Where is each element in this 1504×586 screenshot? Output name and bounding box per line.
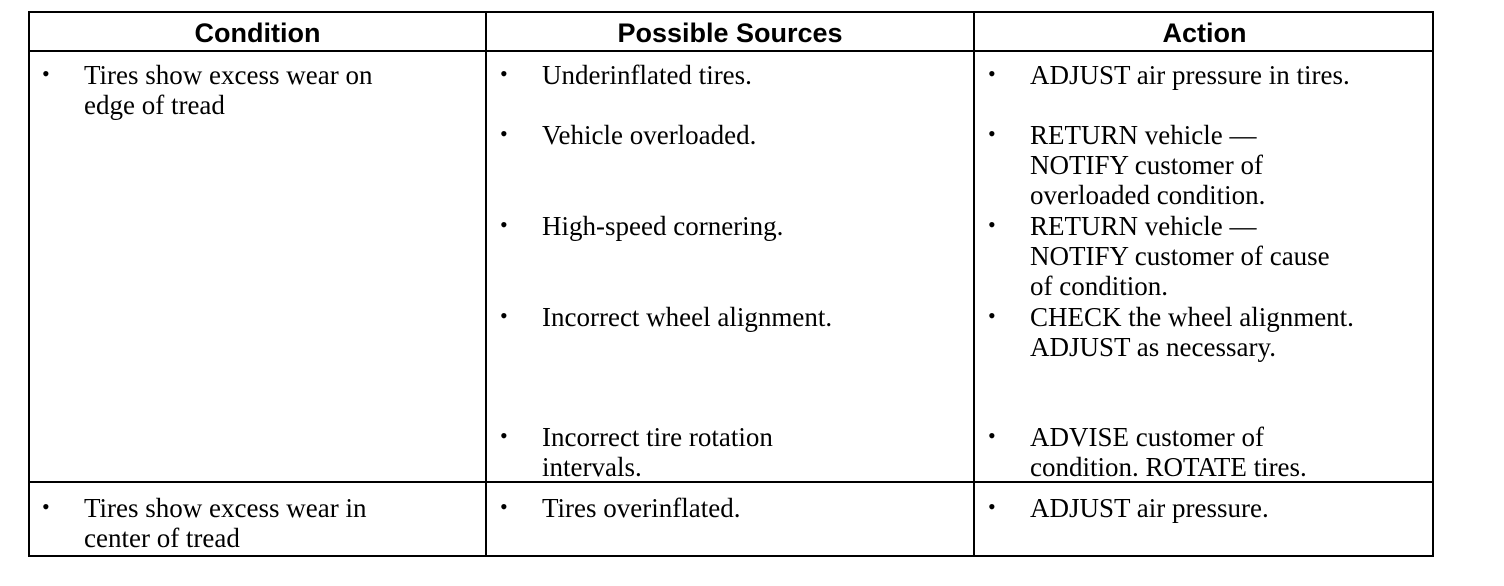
column-divider — [973, 13, 975, 555]
bullet-icon: • — [500, 121, 508, 146]
header-condition: Condition — [194, 17, 321, 48]
bullet-icon: • — [500, 494, 508, 519]
diagnosis-table — [28, 11, 1434, 557]
source-text: Underinflated tires. — [542, 60, 752, 90]
bullet-icon: • — [988, 61, 996, 86]
bullet-icon: • — [988, 494, 996, 519]
action-text: ADJUST air pressure. — [1030, 493, 1269, 523]
action-text: ADVISE customer of condition. ROTATE tires. — [1030, 422, 1307, 482]
header-action: Action — [1162, 17, 1247, 48]
header-possible-sources: Possible Sources — [617, 17, 843, 48]
bullet-icon: • — [500, 423, 508, 448]
bullet-icon: • — [500, 303, 508, 328]
source-text: Incorrect tire rotation intervals. — [542, 422, 773, 482]
action-text: CHECK the wheel alignment. ADJUST as necessary. — [1030, 302, 1354, 362]
condition-text: Tires show excess wear on edge of tread — [84, 60, 373, 120]
bullet-icon: • — [500, 61, 508, 86]
bullet-icon: • — [988, 303, 996, 328]
source-text: Tires overinflated. — [542, 493, 741, 523]
bullet-icon: • — [988, 423, 996, 448]
bullet-icon: • — [988, 212, 996, 237]
action-text: RETURN vehicle — NOTIFY customer of overloaded condition. — [1030, 120, 1266, 210]
action-text: RETURN vehicle — NOTIFY customer of cause of condition. — [1030, 211, 1330, 301]
bullet-icon: • — [42, 61, 50, 86]
condition-text: Tires show excess wear in center of tread — [84, 493, 367, 553]
bullet-icon: • — [988, 121, 996, 146]
source-text: Vehicle overloaded. — [542, 120, 757, 150]
source-text: High-speed cornering. — [542, 211, 784, 241]
bullet-icon: • — [42, 494, 50, 519]
bullet-icon: • — [500, 212, 508, 237]
column-divider — [485, 13, 487, 555]
source-text: Incorrect wheel alignment. — [542, 302, 833, 332]
action-text: ADJUST air pressure in tires. — [1030, 60, 1350, 90]
